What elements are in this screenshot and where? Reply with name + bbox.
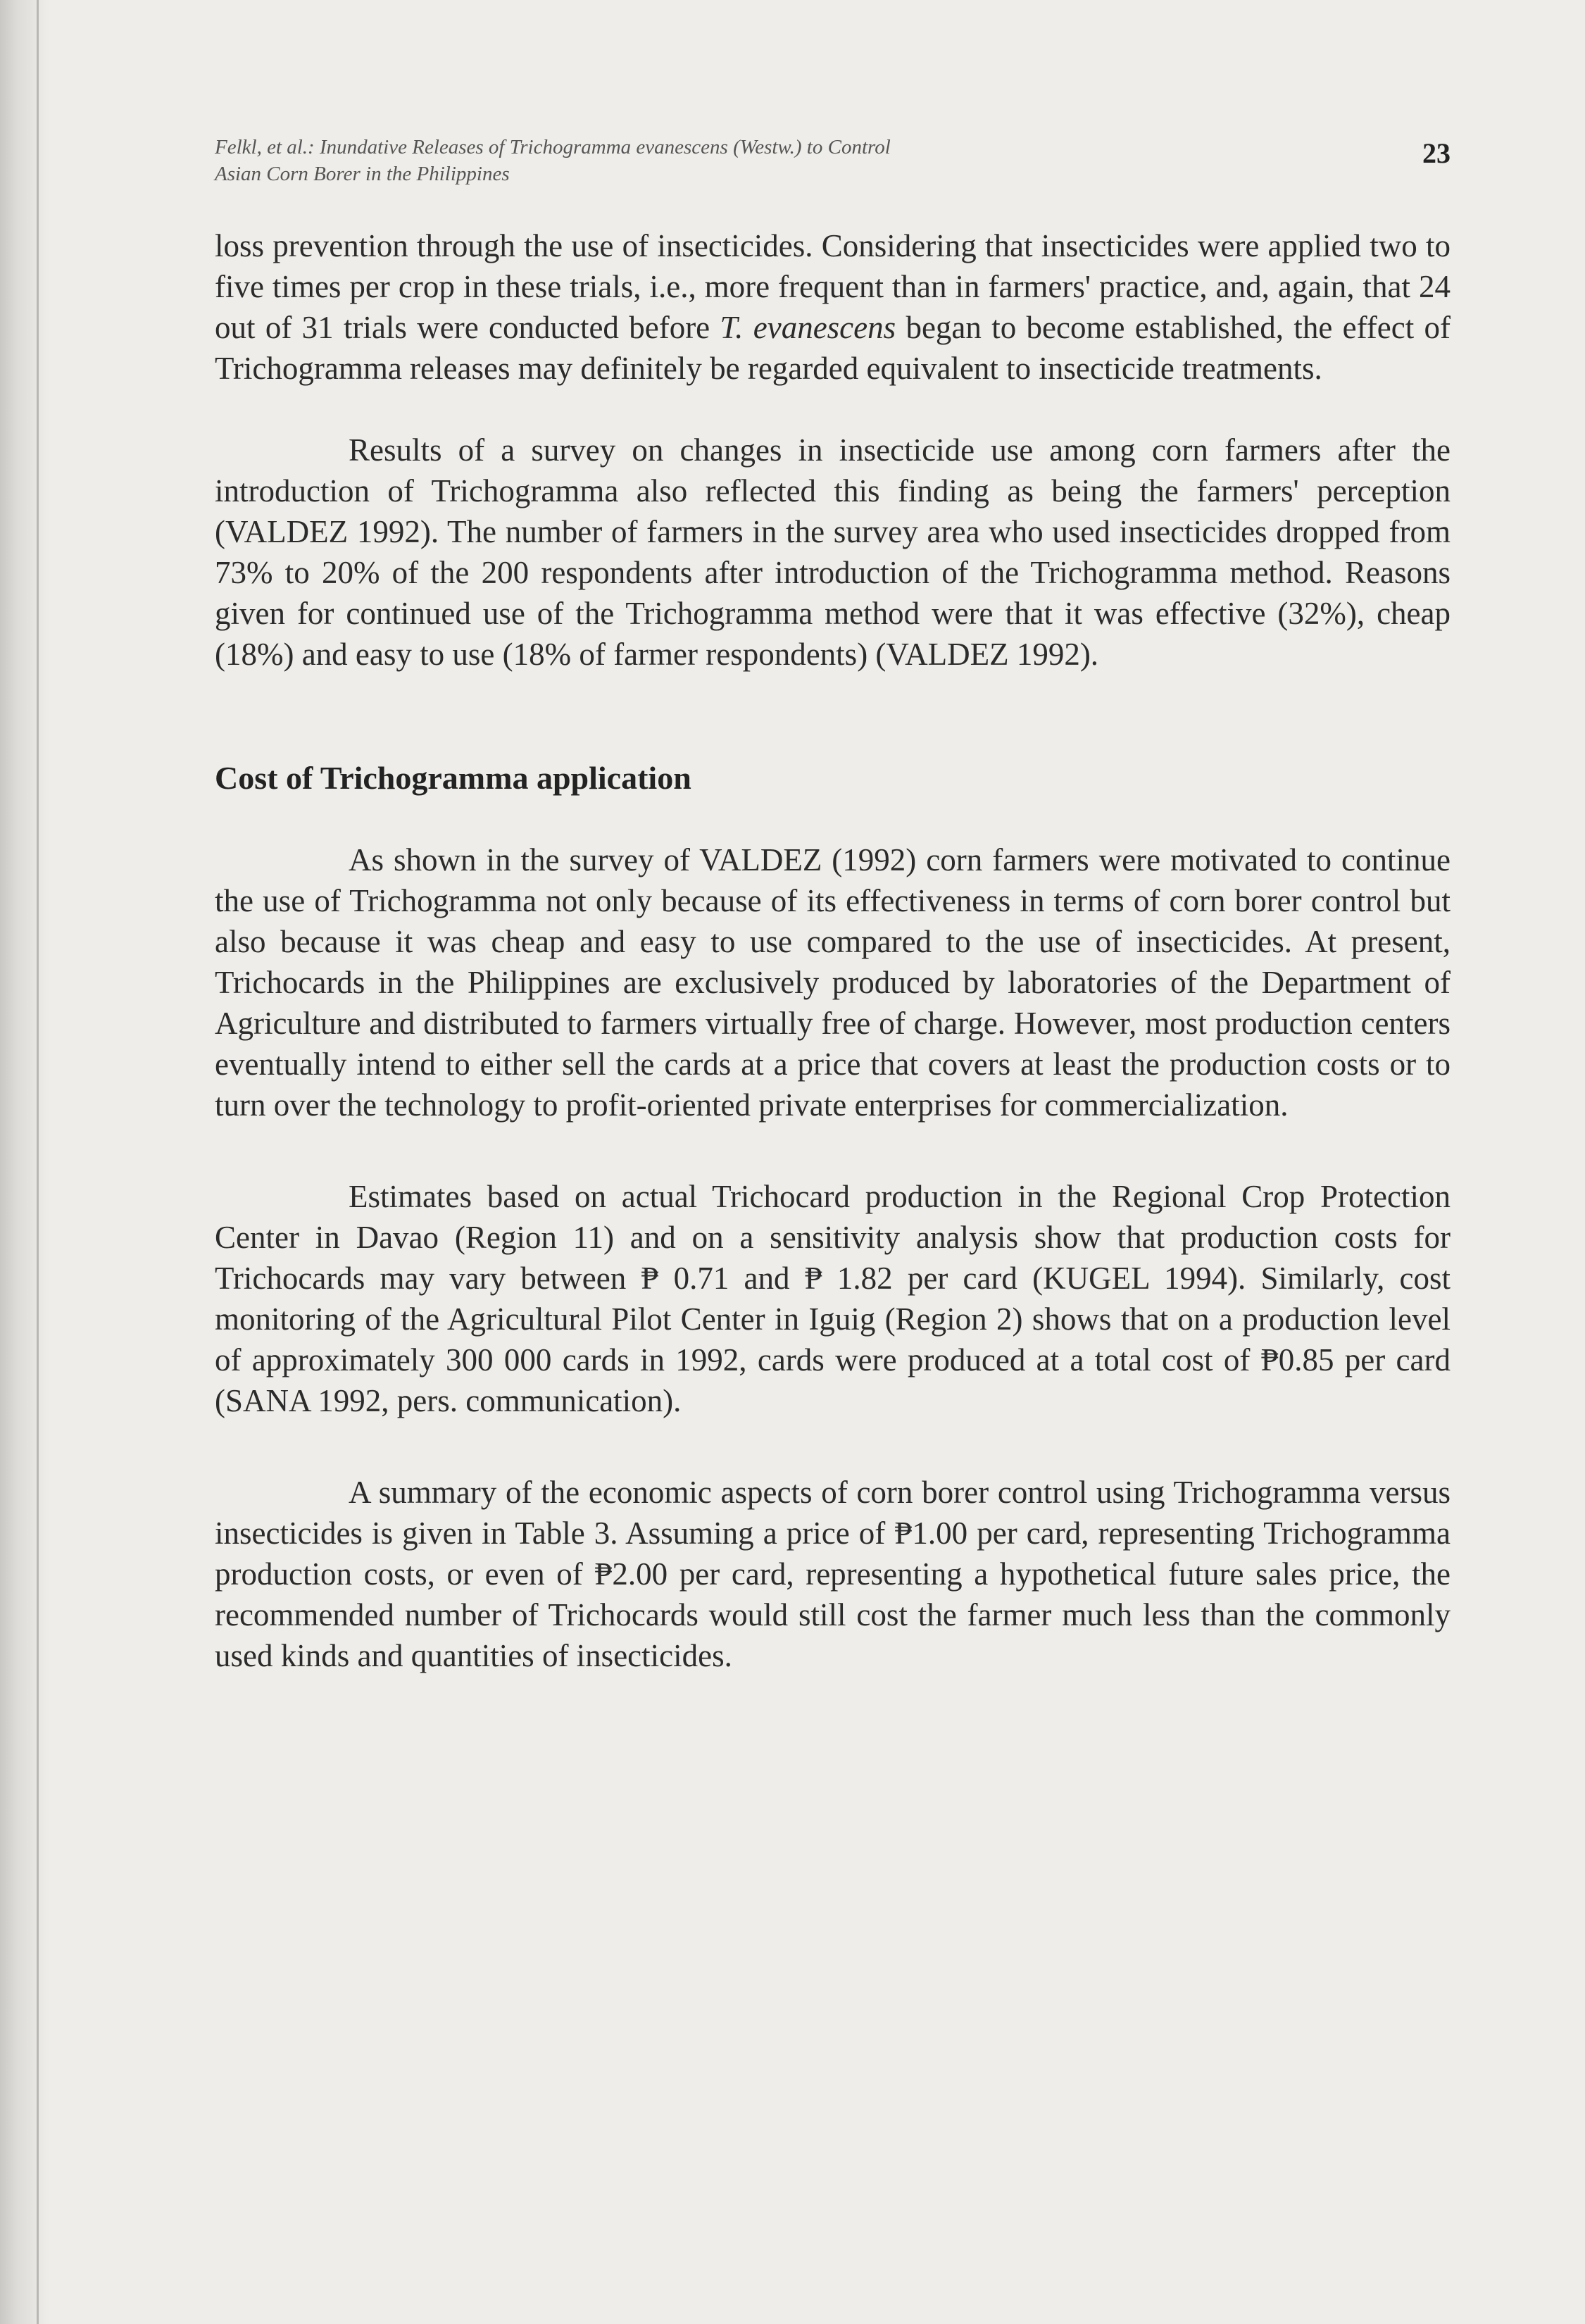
page-binding-edge xyxy=(37,0,39,2324)
species-name-italic: T. evanescens xyxy=(720,310,896,345)
document-page xyxy=(215,134,1451,1676)
paragraph-spacer xyxy=(215,1125,1451,1176)
paragraph-1-text-a: loss prevention through the use of insecticides. Considering that insecticides were applied two to five times per crop in these trials, i.e., more frequent than in farmers' practice, and, again, that 24 out of 31 trials were conducted before xyxy=(215,228,1451,345)
paragraph-spacer xyxy=(215,389,1451,430)
page-binding-shadow xyxy=(0,0,49,2324)
paragraph-loss-prevention xyxy=(215,225,1451,389)
page-number: 23 xyxy=(1422,137,1451,169)
running-title-line-2: Asian Corn Borer in the Philippines xyxy=(215,163,510,185)
heading-spacer xyxy=(215,799,1451,839)
paragraph-production-estimates: Estimates based on actual Trichocard production in the Regional Crop Protection Center in Davao (Region 11) and on a sensitivity analysis show that production costs for Trichocards may vary between ₱ 0.71 and ₱ 1.82 per card (KUGEL 1994). Similarly, cost monitoring of the Agricultural Pilot Center in Iguig (Region 2) shows that on a production level of approximately 300 000 cards in 1992, cards were produced at a total cost of ₱0.85 per card (SANA 1992, pers. communication). xyxy=(215,1179,1451,1418)
section-spacer xyxy=(215,675,1451,758)
running-header xyxy=(215,134,1451,197)
running-title-line-1: Felkl, et al.: Inundative Releases of Trichogramma evanescens (Westw.) to Control xyxy=(215,136,891,158)
paragraph-spacer xyxy=(215,1421,1451,1472)
paragraph-economic-summary: A summary of the economic aspects of corn borer control using Trichogramma versus insecticides is given in Table 3. Assuming a price of ₱1.00 per card, representing Trichogramma production costs, or even of ₱2.00 per card, representing a hypothetical future sales price, the recommended number of Trichocards would still cost the farmer much less than the commonly used kinds and quantities of insecticides. xyxy=(215,1475,1451,1673)
running-title xyxy=(215,134,1271,187)
paragraph-survey-results: Results of a survey on changes in insecticide use among corn farmers after the introduction of Trichogramma also reflected this finding as being the farmers' perception (VALDEZ 1992). The number of farmers in the survey area who used insecticides dropped from 73% to 20% of the 200 respondents after introduction of the Trichogramma method. Reasons given for continued use of the Trichogramma method were that it was effective (32%), cheap (18%) and easy to use (18% of farmer respondents) (VALDEZ 1992). xyxy=(215,432,1451,672)
paragraph-valdez-survey: As shown in the survey of VALDEZ (1992) corn farmers were motivated to continue the use of Trichogramma not only because of its effectiveness in terms of corn borer control but also because it was cheap and easy to use compared to the use of insecticides. At present, Trichocards in the Philippines are exclusively produced by laboratories of the Department of Agriculture and distributed to farmers virtually free of charge. However, most production centers eventually intend to either sell the cards at a price that covers at least the production costs or to turn over the technology to profit-oriented private enterprises for commercialization. xyxy=(215,842,1451,1123)
section-heading: Cost of Trichogramma application xyxy=(215,760,691,796)
paragraph-1-text-b: began to become established, the effect of Trichogramma releases may definitely be regarded equivalent to insecticide treatments. xyxy=(215,310,1451,386)
